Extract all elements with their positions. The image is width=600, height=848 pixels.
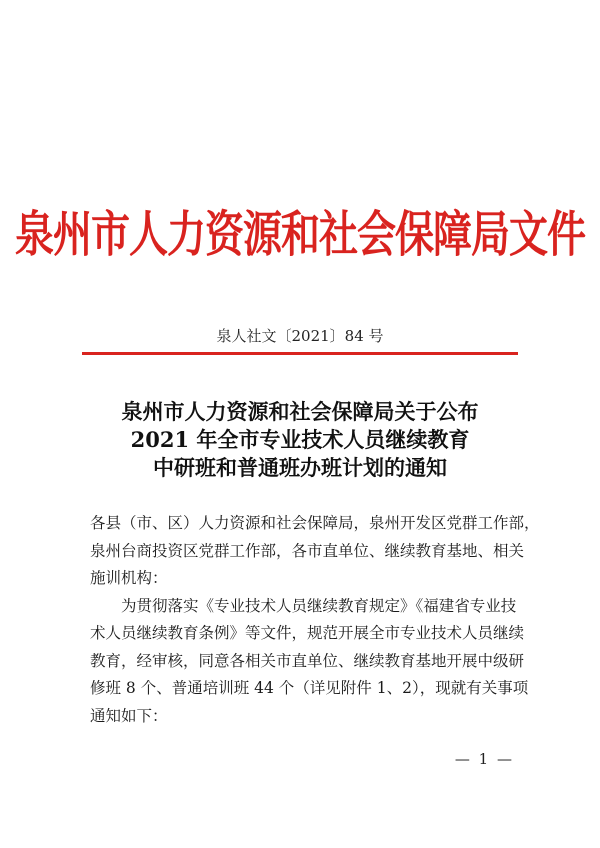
document-number: 泉人社文〔2021〕84 号 — [216, 327, 384, 345]
addressee-line-3: 施训机构： — [90, 569, 168, 587]
paragraph-line-1: 为贯彻落实《专业技术人员继续教育规定》《福建省专业技 — [121, 596, 517, 615]
title-line-2: 2021 年全市专业技术人员继续教育 — [130, 427, 470, 452]
paragraph-line-5: 通知如下： — [90, 706, 168, 725]
issuer-header: 泉州市人力资源和社会保障局文件 — [14, 206, 585, 264]
paragraph-line-3: 教育，经审核，同意各相关市直单位、继续教育基地开展中级研 — [90, 651, 525, 670]
red-divider — [82, 352, 518, 355]
document-title — [0, 398, 600, 482]
addressee-line-1: 各县（市、区）人力资源和社会保障局，泉州开发区党群工作部， — [90, 514, 540, 532]
title-line-1: 泉州市人力资源和社会保障局关于公布 — [121, 399, 479, 424]
page-number: — 1 — — [454, 750, 514, 768]
paragraph-line-2: 术人员继续教育条例》等文件，规范开展全市专业技术人员继续 — [90, 624, 525, 642]
title-line-3: 中研班和普通班办班计划的通知 — [153, 455, 447, 480]
document-body — [90, 510, 540, 730]
paragraph-line-4: 修班 8 个、普通培训班 44 个（详见附件 1、2），现就有关事项 — [90, 679, 529, 697]
addressee-line-2: 泉州台商投资区党群工作部，各市直单位、继续教育基地、相关 — [90, 541, 525, 560]
